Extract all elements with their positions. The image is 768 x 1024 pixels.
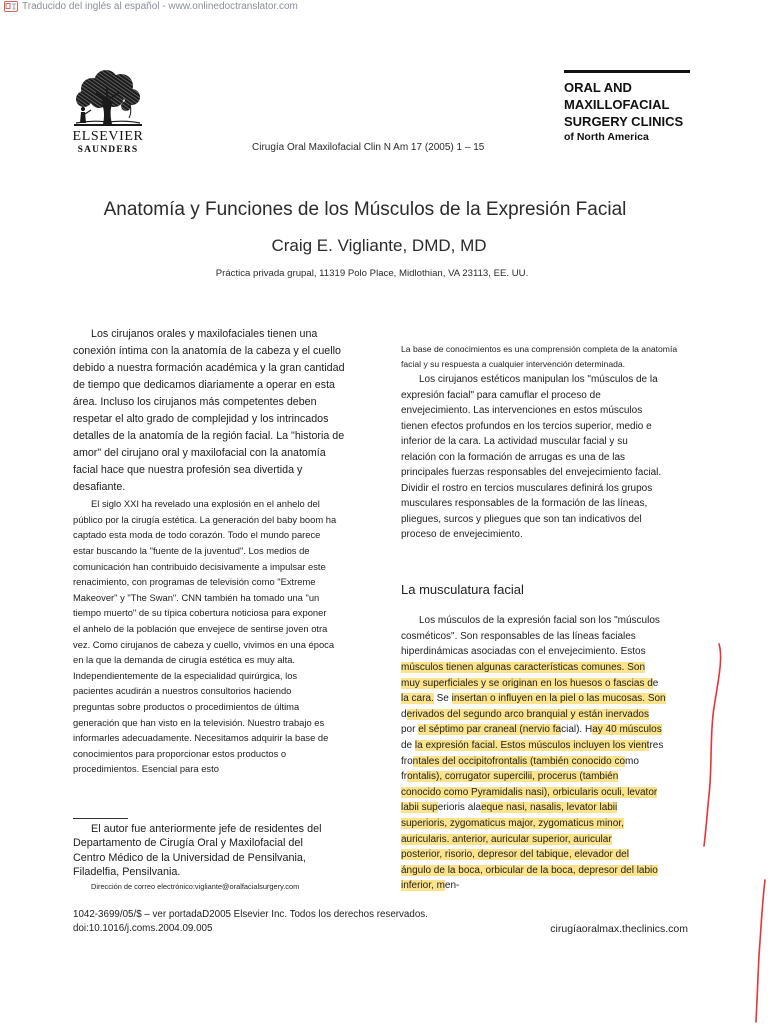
text-line: conocimientos para proporcionar estos productos o [73,747,287,759]
text-line: envejecimiento. Las intervenciones en estos músculos [401,405,643,417]
text-segment: Se [433,693,452,705]
article-title: Anatomía y Funciones de los Músculos de la Expresión Facial [103,199,627,220]
text-line: facial y su respuesta a cualquier intervención determinada. [401,358,626,369]
text-segment: erioris ala [437,802,482,814]
text-segment: fr [401,771,408,783]
text-line: amor" del cirujano oral y maxilofacial con la anatomía [73,447,326,460]
journal-rule [564,70,690,73]
text-segment: e [652,677,659,689]
publisher-name: ELSEVIER [72,129,144,144]
text-line: comunicación han contribuido decisivamente a impulsar este [73,560,326,572]
text-line [401,769,701,785]
text-line: El autor fue anteriormente jefe de residentes del [91,823,322,835]
text-line: Los cirujanos estéticos manipulan los "músculos de la [419,374,658,386]
text-line: pliegues, surcos y pliegues que son tan indicativos del [401,513,642,525]
text-line: proceso de envejecimiento. [401,529,523,541]
text-line: público por la cirugía estética. La generación del baby boom ha [73,513,337,525]
text-segment: cosméticos". Son responsables de las líneas faciales [401,630,636,642]
journal-title [564,79,692,130]
text-line: pacientes acudirán a nuestros consultorios haciendo [73,685,292,697]
text-line: estar buscando la "fuente de la juventud". Los medios de [73,544,310,556]
text-line [401,722,701,738]
author-footnote [73,822,373,879]
text-line: respetar el alto grado de complejidad y los intrincados [73,412,329,425]
author-email: Dirección de correo electrónico:vigliante@oralfacialsurgery.com [91,882,300,891]
text-segment: mo [625,755,639,767]
text-line: debido a nuestra formación académica y la gran cantidad [73,361,345,374]
text-line: Departamento de Cirugía Oral y Maxilofacial del [73,837,303,850]
musculature-paragraph [401,613,701,894]
text-line [401,707,701,723]
text-segment: cial). H [561,724,593,736]
text-line [401,785,701,801]
text-line: en la que la demanda de cirugía estética es muy alta. [73,654,296,666]
highlighted-text: la expresión facial. Estos músculos incluyen los vient [414,739,650,751]
text-line: Filadelfia, Pensilvania. [73,865,181,878]
text-line [401,832,701,848]
text-line [401,660,701,676]
article-author: Craig E. Vigliante, DMD, MD [271,236,487,255]
elsevier-tree-logo [72,68,144,128]
text-line: tiempo muerto" de su típica cobertura noticiosa para exponer [73,607,327,619]
second-paragraph [73,496,373,777]
text-line: preguntas sobre productos o procedimientos de última [73,700,300,712]
journal-title-line: SURGERY CLINICS [564,113,684,129]
text-line [401,691,701,707]
highlighted-text: la cara. [401,693,434,705]
aesthetic-paragraph [401,372,701,543]
text-line: vez. Como cirujanos de cabeza y cuello, vivimos en una época [73,638,335,650]
text-line: Makeover" y "The Swan". CNN también ha tomado una "un [73,591,320,603]
text-line: El siglo XXI ha revelado una explosión en el anhelo del [91,498,320,510]
text-line [401,754,701,770]
continued-text [401,342,701,372]
text-line: musculares responsables de la formación de las líneas, [401,498,648,510]
text-line [401,644,701,660]
text-line [401,676,701,692]
translator-banner-link[interactable] [4,0,298,13]
text-segment: Los músculos de la expresión facial son los "músculos [419,615,660,627]
text-line: desafiante. [73,481,126,494]
journal-title-line: ORAL AND [564,79,632,95]
text-line [401,816,701,832]
text-line [401,629,701,645]
highlighted-text: muy superficiales y se originan en los huesos o fascias d [401,677,653,689]
text-line: informarles adecuadamente. Necesitamos adquirir la base de [73,732,329,744]
text-line: de tiempo que dedicamos diariamente a operar en esta [73,378,336,391]
highlighted-text: eque nasi, nasalis, levator labii [481,802,618,814]
text-line: captado esta moda de todo corazón. Todo el mundo parece [73,529,321,541]
section-heading: La musculatura facial [401,582,524,597]
highlighted-text: ángulo de la boca, orbicular de la boca, depresor del labio [401,864,658,876]
highlighted-text: ay 40 músculos [592,724,662,736]
text-line: facial hace que nuestra profesión sea divertida y [73,464,303,477]
text-segment: en- [444,880,460,892]
highlighted-text: ontalis), corrugator supercilii, procerus (también [407,771,619,783]
text-line: relación con la formación de arrugas es una de las [401,451,626,463]
intro-paragraph [73,326,373,497]
highlighted-text: insertan o influyen en la piel o las mucosas. Son [451,693,666,705]
text-line: tienen efectos profundos en los tercios superior, medio e [401,420,652,432]
text-line [401,800,701,816]
highlighted-text: inferior, m [401,880,445,892]
highlighted-text: ntales del occipitofrontalis (también conocido co [412,755,626,767]
highlighted-text: superioris, zygomaticus major, zygomaticus minor, [401,817,624,829]
text-line: Independientemente de la especialidad quirúrgica, los [73,669,298,681]
highlighted-text: músculos tienen algunas características comunes. Son [401,661,646,673]
author-affiliation: Práctica privada grupal, 11319 Polo Place, Midlothian, VA 23113, EE. UU. [215,268,529,279]
journal-website: cirugíaoralmax.theclinics.com [550,923,688,935]
text-line: Los cirujanos orales y maxilofaciales tienen una [91,327,318,340]
doi-line: doi:10.1016/j.coms.2004.09.005 [73,923,213,934]
journal-subtitle: of North America [564,130,649,143]
red-pen-annotation [704,644,721,846]
text-line [401,847,701,863]
highlighted-text: posterior, risorio, depresor del tabique, elevador del [401,849,629,861]
text-segment: hiperdinámicas asociadas con el envejecimiento. Estos [401,646,646,658]
text-line: procedimientos. Esencial para esto [73,763,219,775]
translate-icon [4,1,18,12]
text-segment: de [401,739,415,751]
text-line: inferior de la cara. La actividad muscular facial y su [401,436,628,448]
text-segment: por [401,724,419,736]
text-line: expresión facial" para camuflar el proceso de [401,389,601,401]
text-line: generación que han visto en la televisión. Nuestro trabajo es [73,716,325,728]
footer-legal [73,908,428,936]
highlighted-text: el séptimo par craneal (nervio fa [418,724,562,736]
text-line [401,863,701,879]
publisher-imprint: SAUNDERS [77,145,139,155]
highlighted-text: conocido como Pyramidalis nasi), orbicularis oculi, levator [401,786,658,798]
text-segment: d [401,708,407,720]
text-line [401,878,701,894]
text-line: el anhelo de la población que envejece de sentirse joven otra [73,622,328,634]
translator-banner-text[interactable]: Traducido del inglés al español - www.onlinedoctranslator.com [22,0,298,12]
highlighted-text: erivados del segundo arco branquial y están inervados [406,708,649,720]
text-line: detalles de la anatomía de la región facial. La "historia de [73,430,345,443]
red-pen-annotation [756,880,765,1022]
copyright-line: 1042-3699/05/$ – ver portadaD2005 Elsevier Inc. Todos los derechos reservados. [73,909,428,920]
journal-masthead [564,70,692,145]
publisher-logo [72,68,144,156]
text-line: Centro Médico de la Universidad de Pensilvania, [73,851,306,864]
text-line [401,613,701,629]
text-line: renacimiento, con programas de televisión como "Extreme [73,576,316,588]
text-line [401,738,701,754]
text-line: conexión íntima con la anatomía de la cabeza y el cuello [73,344,341,357]
highlighted-text: auricularis. anterior, auricular superior, auricular [401,833,612,845]
text-line: La base de conocimientos es una comprensión completa de la anatomía [401,343,678,354]
highlighted-text: labii sup [401,802,438,814]
journal-title-line: MAXILLOFACIAL [564,96,670,112]
journal-citation: Cirugía Oral Maxilofacial Clin N Am 17 (2005) 1 – 15 [252,142,485,153]
text-segment: fro [401,755,413,767]
footnote-rule [73,818,128,819]
text-segment: res [649,739,664,751]
text-line: principales fuerzas responsables del envejecimiento facial. [401,467,662,479]
text-line: área. Incluso los cirujanos más competentes deben [73,395,317,408]
text-line: Dividir el rostro en tercios musculares definirá los grupos [401,482,653,494]
